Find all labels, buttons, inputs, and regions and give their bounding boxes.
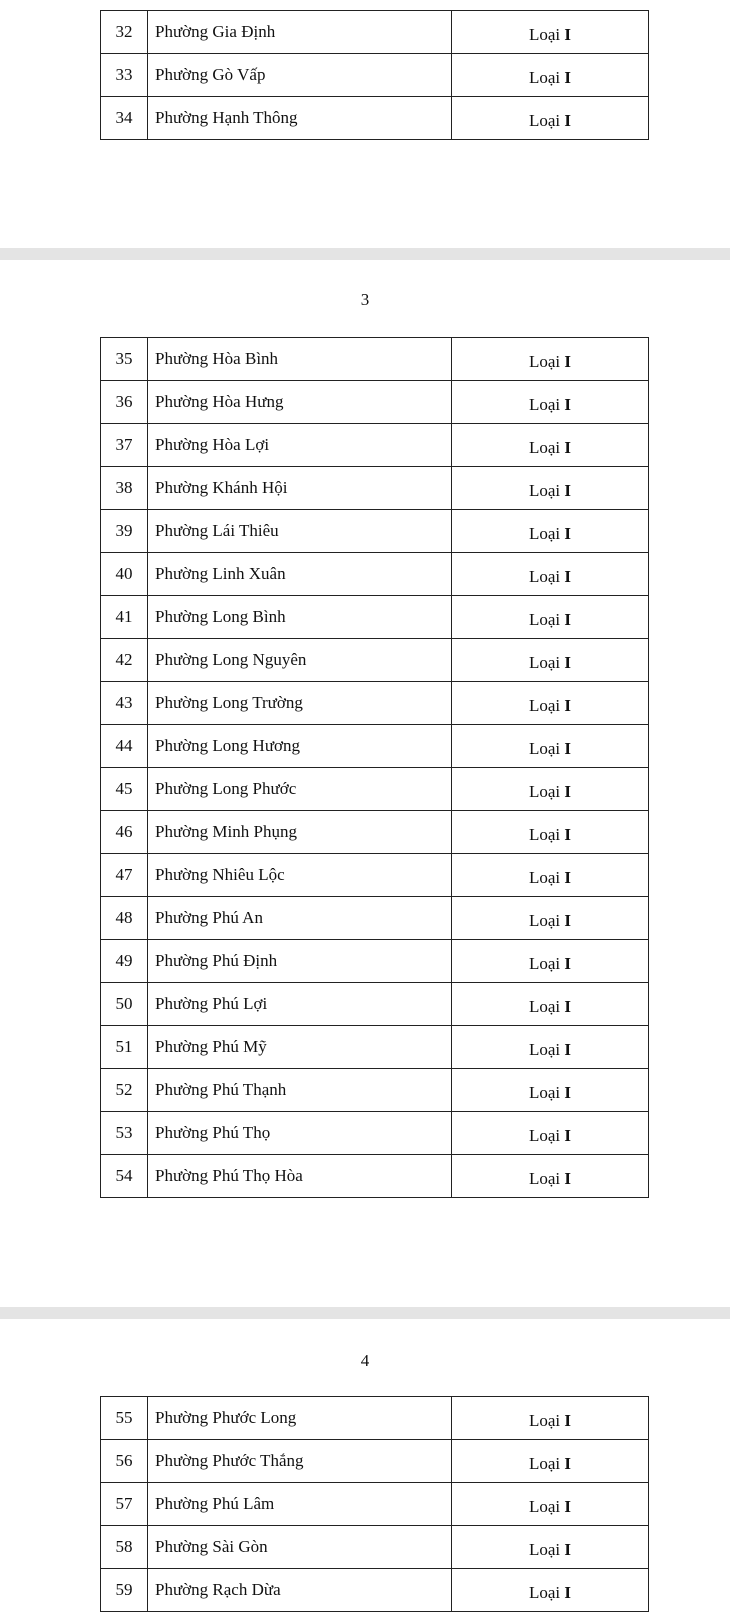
classification-prefix: Loại xyxy=(528,825,561,844)
classification-prefix: Loại xyxy=(528,610,561,629)
ward-classification xyxy=(452,510,649,553)
row-number: 47 xyxy=(101,854,148,897)
classification-prefix: Loại xyxy=(528,653,561,672)
ward-table-body xyxy=(101,1397,649,1612)
ward-table xyxy=(100,10,649,140)
table-row xyxy=(101,1397,649,1440)
classification-grade: I xyxy=(564,868,572,887)
ward-name: Phường Long Trường xyxy=(148,682,452,725)
ward-name: Phường Phú Lợi xyxy=(148,983,452,1026)
table-row xyxy=(101,467,649,510)
table-row xyxy=(101,553,649,596)
ward-name: Phường Lái Thiêu xyxy=(148,510,452,553)
classification-prefix: Loại xyxy=(528,352,561,371)
classification-prefix: Loại xyxy=(528,739,561,758)
table-row xyxy=(101,97,649,140)
ward-name: Phường Phú An xyxy=(148,897,452,940)
ward-classification xyxy=(452,1483,649,1526)
classification-prefix: Loại xyxy=(528,1169,561,1188)
ward-table xyxy=(100,337,649,1198)
ward-name: Phường Long Hương xyxy=(148,725,452,768)
ward-table xyxy=(100,1396,649,1612)
ward-classification xyxy=(452,940,649,983)
classification-prefix: Loại xyxy=(528,395,561,414)
ward-classification xyxy=(452,1569,649,1612)
classification-prefix: Loại xyxy=(528,438,561,457)
ward-name: Phường Long Nguyên xyxy=(148,639,452,682)
classification-grade: I xyxy=(564,610,572,629)
row-number: 53 xyxy=(101,1112,148,1155)
table-row xyxy=(101,983,649,1026)
classification-grade: I xyxy=(564,911,572,930)
row-number: 33 xyxy=(101,54,148,97)
table-row xyxy=(101,639,649,682)
row-number: 45 xyxy=(101,768,148,811)
classification-grade: I xyxy=(564,825,572,844)
table-row xyxy=(101,11,649,54)
ward-classification xyxy=(452,1397,649,1440)
ward-name: Phường Phước Long xyxy=(148,1397,452,1440)
page-separator xyxy=(0,1307,730,1319)
row-number: 51 xyxy=(101,1026,148,1069)
classification-grade: I xyxy=(564,481,572,500)
classification-prefix: Loại xyxy=(528,911,561,930)
ward-name: Phường Phú Thọ xyxy=(148,1112,452,1155)
classification-prefix: Loại xyxy=(528,1497,561,1516)
classification-grade: I xyxy=(564,653,572,672)
classification-grade: I xyxy=(564,1411,572,1430)
ward-classification xyxy=(452,1112,649,1155)
classification-grade: I xyxy=(564,954,572,973)
row-number: 36 xyxy=(101,381,148,424)
classification-grade: I xyxy=(564,1497,572,1516)
ward-name: Phường Long Bình xyxy=(148,596,452,639)
classification-grade: I xyxy=(564,25,572,44)
document-page-3 xyxy=(0,260,725,1307)
ward-name: Phường Khánh Hội xyxy=(148,467,452,510)
ward-classification xyxy=(452,682,649,725)
ward-classification xyxy=(452,725,649,768)
classification-prefix: Loại xyxy=(528,1454,561,1473)
classification-prefix: Loại xyxy=(528,782,561,801)
document-page-4 xyxy=(0,1319,725,1615)
table-row xyxy=(101,510,649,553)
table-row xyxy=(101,596,649,639)
classification-grade: I xyxy=(564,1169,572,1188)
ward-classification xyxy=(452,1069,649,1112)
table-row xyxy=(101,1026,649,1069)
ward-classification xyxy=(452,424,649,467)
ward-name: Phường Phú Định xyxy=(148,940,452,983)
table-row xyxy=(101,1526,649,1569)
row-number: 58 xyxy=(101,1526,148,1569)
row-number: 57 xyxy=(101,1483,148,1526)
ward-name: Phường Rạch Dừa xyxy=(148,1569,452,1612)
row-number: 41 xyxy=(101,596,148,639)
ward-name: Phường Phước Thắng xyxy=(148,1440,452,1483)
row-number: 50 xyxy=(101,983,148,1026)
ward-classification xyxy=(452,768,649,811)
classification-grade: I xyxy=(564,352,572,371)
ward-name: Phường Linh Xuân xyxy=(148,553,452,596)
ward-name: Phường Nhiêu Lộc xyxy=(148,854,452,897)
row-number: 34 xyxy=(101,97,148,140)
classification-grade: I xyxy=(564,1540,572,1559)
table-row xyxy=(101,897,649,940)
row-number: 55 xyxy=(101,1397,148,1440)
ward-classification xyxy=(452,1155,649,1198)
row-number: 54 xyxy=(101,1155,148,1198)
classification-grade: I xyxy=(564,567,572,586)
row-number: 35 xyxy=(101,338,148,381)
classification-prefix: Loại xyxy=(528,1583,561,1602)
row-number: 46 xyxy=(101,811,148,854)
row-number: 40 xyxy=(101,553,148,596)
ward-classification xyxy=(452,854,649,897)
table-row xyxy=(101,768,649,811)
classification-prefix: Loại xyxy=(528,25,561,44)
classification-prefix: Loại xyxy=(528,68,561,87)
row-number: 59 xyxy=(101,1569,148,1612)
ward-name: Phường Hạnh Thông xyxy=(148,97,452,140)
ward-classification xyxy=(452,11,649,54)
table-row xyxy=(101,940,649,983)
classification-grade: I xyxy=(564,111,572,130)
ward-classification xyxy=(452,811,649,854)
row-number: 39 xyxy=(101,510,148,553)
table-row xyxy=(101,1440,649,1483)
classification-grade: I xyxy=(564,1126,572,1145)
row-number: 52 xyxy=(101,1069,148,1112)
table-row xyxy=(101,1112,649,1155)
ward-classification xyxy=(452,54,649,97)
ward-name: Phường Gia Định xyxy=(148,11,452,54)
ward-classification xyxy=(452,983,649,1026)
row-number: 43 xyxy=(101,682,148,725)
ward-classification xyxy=(452,467,649,510)
ward-classification xyxy=(452,897,649,940)
classification-prefix: Loại xyxy=(528,524,561,543)
classification-grade: I xyxy=(564,782,572,801)
table-row xyxy=(101,54,649,97)
ward-name: Phường Phú Mỹ xyxy=(148,1026,452,1069)
ward-name: Phường Long Phước xyxy=(148,768,452,811)
classification-prefix: Loại xyxy=(528,481,561,500)
table-row xyxy=(101,338,649,381)
table-row xyxy=(101,424,649,467)
classification-prefix: Loại xyxy=(528,1040,561,1059)
ward-name: Phường Hòa Lợi xyxy=(148,424,452,467)
row-number: 37 xyxy=(101,424,148,467)
page-separator xyxy=(0,248,730,260)
ward-name: Phường Sài Gòn xyxy=(148,1526,452,1569)
table-row xyxy=(101,811,649,854)
row-number: 48 xyxy=(101,897,148,940)
row-number: 44 xyxy=(101,725,148,768)
ward-name: Phường Gò Vấp xyxy=(148,54,452,97)
classification-grade: I xyxy=(564,395,572,414)
ward-name: Phường Phú Lâm xyxy=(148,1483,452,1526)
ward-classification xyxy=(452,1440,649,1483)
row-number: 56 xyxy=(101,1440,148,1483)
ward-classification xyxy=(452,1026,649,1069)
classification-prefix: Loại xyxy=(528,567,561,586)
ward-name: Phường Hòa Hưng xyxy=(148,381,452,424)
table-row xyxy=(101,682,649,725)
table-row xyxy=(101,1569,649,1612)
table-row xyxy=(101,1483,649,1526)
classification-prefix: Loại xyxy=(528,954,561,973)
document-page-2 xyxy=(0,0,725,248)
classification-grade: I xyxy=(564,739,572,758)
ward-classification xyxy=(452,97,649,140)
row-number: 42 xyxy=(101,639,148,682)
table-row xyxy=(101,381,649,424)
ward-name: Phường Phú Thọ Hòa xyxy=(148,1155,452,1198)
ward-classification xyxy=(452,639,649,682)
ward-classification xyxy=(452,381,649,424)
ward-table-body xyxy=(101,11,649,140)
classification-prefix: Loại xyxy=(528,111,561,130)
classification-grade: I xyxy=(564,1454,572,1473)
classification-grade: I xyxy=(564,696,572,715)
ward-name: Phường Phú Thạnh xyxy=(148,1069,452,1112)
row-number: 49 xyxy=(101,940,148,983)
classification-grade: I xyxy=(564,524,572,543)
classification-prefix: Loại xyxy=(528,1411,561,1430)
classification-prefix: Loại xyxy=(528,1083,561,1102)
classification-grade: I xyxy=(564,438,572,457)
ward-table-body xyxy=(101,338,649,1198)
classification-prefix: Loại xyxy=(528,1126,561,1145)
table-row xyxy=(101,1155,649,1198)
ward-name: Phường Minh Phụng xyxy=(148,811,452,854)
classification-prefix: Loại xyxy=(528,868,561,887)
classification-prefix: Loại xyxy=(528,696,561,715)
table-row xyxy=(101,854,649,897)
classification-prefix: Loại xyxy=(528,1540,561,1559)
classification-grade: I xyxy=(564,68,572,87)
ward-name: Phường Hòa Bình xyxy=(148,338,452,381)
classification-grade: I xyxy=(564,1083,572,1102)
table-row xyxy=(101,725,649,768)
ward-classification xyxy=(452,338,649,381)
page-number: 3 xyxy=(360,290,370,309)
ward-classification xyxy=(452,596,649,639)
row-number: 38 xyxy=(101,467,148,510)
row-number: 32 xyxy=(101,11,148,54)
ward-classification xyxy=(452,1526,649,1569)
classification-grade: I xyxy=(564,1583,572,1602)
page-number: 4 xyxy=(360,1351,370,1370)
table-row xyxy=(101,1069,649,1112)
classification-grade: I xyxy=(564,997,572,1016)
ward-classification xyxy=(452,553,649,596)
classification-prefix: Loại xyxy=(528,997,561,1016)
classification-grade: I xyxy=(564,1040,572,1059)
